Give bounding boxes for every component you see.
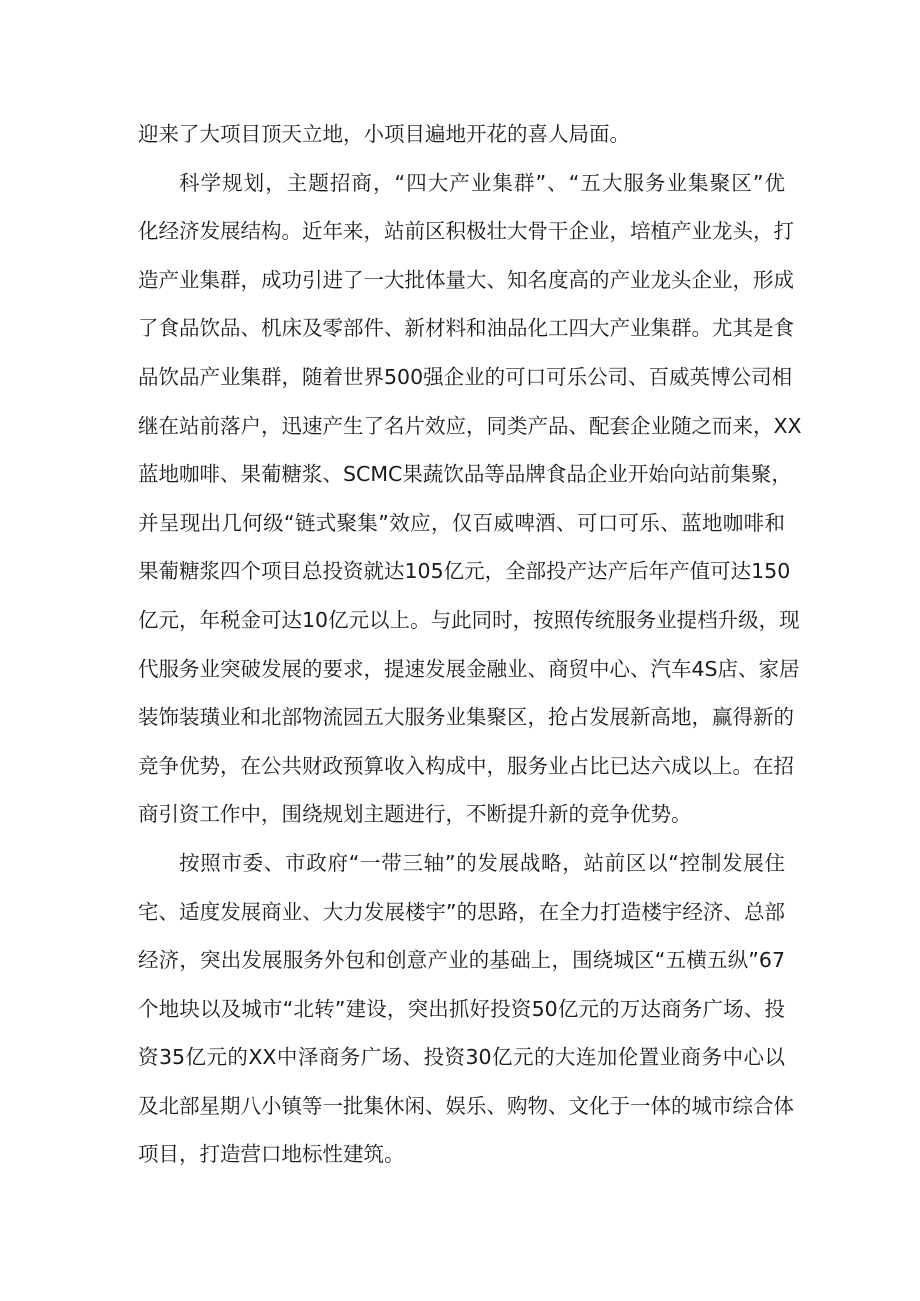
text-line: 商引资工作中，围绕规划主题进行，不断提升新的竞争优势。	[138, 802, 692, 827]
text-line: 果葡糖浆四个项目总投资就达105亿元，全部投产达产后年产值可达150	[138, 559, 791, 584]
text-line: 品饮品产业集群，随着世界500强企业的可口可乐公司、百威英博公司相	[138, 364, 793, 389]
text-line: 按照市委、市政府“一带三轴”的发展战略，站前区以“控制发展住	[179, 850, 785, 875]
text-line: 造产业集群，成功引进了一大批体量大、知名度高的产业龙头企业，形成	[138, 267, 794, 292]
text-line: 并呈现出几何级“链式聚集”效应，仅百威啤酒、可口可乐、蓝地咖啡和	[138, 510, 785, 535]
text-line: 竞争优势，在公共财政预算收入构成中，服务业占比已达六成以上。在招	[138, 753, 794, 778]
text-line: 代服务业突破发展的要求，提速发展金融业、商贸中心、汽车4S店、家居	[138, 656, 800, 681]
text-line: 装饰装璜业和北部物流园五大服务业集聚区，抢占发展新高地，赢得新的	[138, 705, 794, 730]
text-line: 个地块以及城市“北转”建设，突出抓好投资50亿元的万达商务广场、投	[138, 996, 785, 1021]
paragraph	[138, 839, 794, 1179]
text-line: 继在站前落户，迅速产生了名片效应，同类产品、配套企业随之而来，XX	[138, 413, 802, 438]
text-line: 亿元，年税金可达10亿元以上。与此同时，按照传统服务业提档升级，现	[138, 607, 800, 632]
text-line: 及北部星期八小镇等一批集休闲、娱乐、购物、文化于一体的城市综合体	[138, 1093, 794, 1118]
text-line: 蓝地咖啡、果葡糖浆、SCMC果蔬饮品等品牌食品企业开始向站前集聚，	[138, 462, 792, 487]
text-line: 经济，突出发展服务外包和创意产业的基础上，围绕城区“五横五纵”67	[138, 948, 785, 973]
text-line: 迎来了大项目顶天立地，小项目遍地开花的喜人局面。	[138, 122, 630, 146]
paragraph	[138, 110, 785, 159]
text-line: 科学规划，主题招商，“四大产业集群”、“五大服务业集聚区”优	[179, 170, 785, 195]
text-line: 了食品饮品、机床及零部件、新材料和油品化工四大产业集群。尤其是食	[138, 316, 794, 341]
paragraph	[138, 159, 802, 839]
text-line: 化经济发展结构。近年来，站前区积极壮大骨干企业，培植产业龙头，打	[138, 219, 794, 244]
text-line: 资35亿元的XX中泽商务广场、投资30亿元的大连加伦置业商务中心以	[138, 1045, 785, 1070]
text-line: 项目，打造营口地标性建筑。	[138, 1142, 405, 1167]
document-page	[138, 110, 802, 1179]
text-line: 宅、适度发展商业、大力发展楼宇”的思路，在全力打造楼宇经济、总部	[138, 899, 785, 924]
